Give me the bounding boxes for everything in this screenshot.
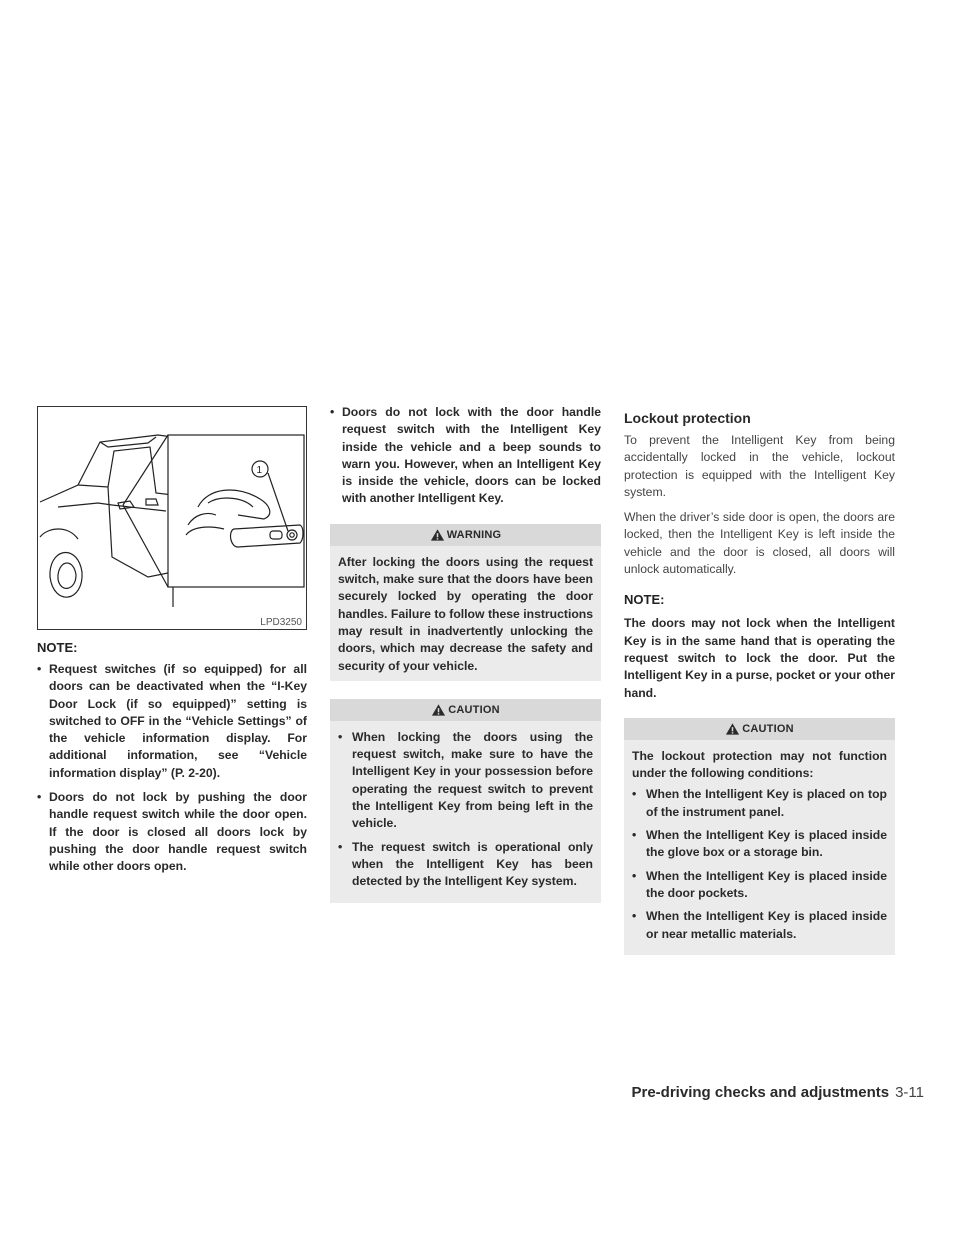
warning-title: WARNING xyxy=(446,528,502,541)
caution-body xyxy=(624,740,895,955)
paragraph: To prevent the Intelligent Key from being accidentally locked in the vehicle, lockout protection is equipped with the Intelligent Key system. xyxy=(624,433,895,499)
section-title: Lockout protection xyxy=(624,410,751,426)
caution-triangle-icon xyxy=(431,703,446,717)
page-number: 3-11 xyxy=(895,1084,924,1101)
truck-door-drawing xyxy=(38,407,306,629)
warning-text: After locking the doors using the request switch, make sure that the doors have been securely locked by operating the door handles. Failure to follow these instructions may result in inadvertently unlocking the doors, which may decrease the safety and security of your vehicle. xyxy=(338,554,593,673)
column-1 xyxy=(37,640,307,883)
page-footer xyxy=(632,1084,925,1101)
warning-box xyxy=(330,524,601,681)
caution-triangle-icon xyxy=(725,722,740,736)
caution-header xyxy=(330,699,601,721)
caution-body xyxy=(330,721,601,903)
note-heading: NOTE: xyxy=(37,640,78,655)
caution-title: CAUTION xyxy=(742,722,794,735)
column-2 xyxy=(330,404,601,903)
caution-item: • The request switch is operational only when the Intelligent Key has been detected by the Intelligent Key system. xyxy=(338,839,593,891)
note-text: The doors may not lock when the Intelligent Key is in the same hand that is operating the request switch to lock the door. Put the Intelligent Key in a purse, pocket or your other hand. xyxy=(624,616,895,700)
warning-triangle-icon xyxy=(430,528,445,542)
warning-header xyxy=(330,524,601,546)
caution-box xyxy=(624,718,895,955)
caution-list xyxy=(338,729,593,891)
caution-intro: The lockout protection may not function under the following conditions: xyxy=(632,748,887,781)
caution-header xyxy=(624,718,895,740)
warning-body xyxy=(330,546,601,681)
note-heading: NOTE: xyxy=(624,592,665,608)
door-handle-illustration xyxy=(37,406,307,630)
callout-number: 1 xyxy=(256,465,263,476)
figure-label: LPD3250 xyxy=(260,617,302,628)
caution-item: • When the Intelligent Key is placed inside the door pockets. xyxy=(632,868,887,903)
list-item: • Doors do not lock with the door handle request switch with the Intelligent Key inside the vehicle and a beep sounds to warn you. However, when an Intelligent Key is inside the vehicle, doors can be locked with another Intelligent Key. xyxy=(330,404,601,508)
caution-item: • When the Intelligent Key is placed inside the glove box or a storage bin. xyxy=(632,827,887,862)
note-item: • Request switches (if so equipped) for all doors can be deactivated when the “I-Key Door Lock (if so equipped)” setting is switched to OFF in the “Vehicle Settings” of the vehicle information display. For additional information, see “Vehicle information display” (P. 2-20). xyxy=(37,661,307,782)
caution-box xyxy=(330,699,601,903)
caution-item: • When the Intelligent Key is placed on top of the instrument panel. xyxy=(632,786,887,821)
door-lock-list xyxy=(330,404,601,508)
paragraph: When the driver’s side door is open, the doors are locked, then the Intelligent Key is left inside the vehicle and the door is closed, all doors will unlock automatically. xyxy=(624,510,895,577)
column-3 xyxy=(624,410,895,955)
note-item: • Doors do not lock by pushing the door handle request switch while the door open. If the door is closed all doors lock by pushing the door handle request switch while other doors open. xyxy=(37,789,307,875)
caution-item: • When the Intelligent Key is placed inside or near metallic materials. xyxy=(632,908,887,943)
caution-item: • When locking the doors using the request switch, make sure to have the Intelligent Key in your possession before operating the request switch to prevent the Intelligent Key from being left in the vehicle. xyxy=(338,729,593,833)
caution-list xyxy=(632,786,887,942)
caution-title: CAUTION xyxy=(448,703,500,716)
chapter-title: Pre-driving checks and adjustments xyxy=(631,1084,890,1101)
note-list xyxy=(37,661,307,876)
